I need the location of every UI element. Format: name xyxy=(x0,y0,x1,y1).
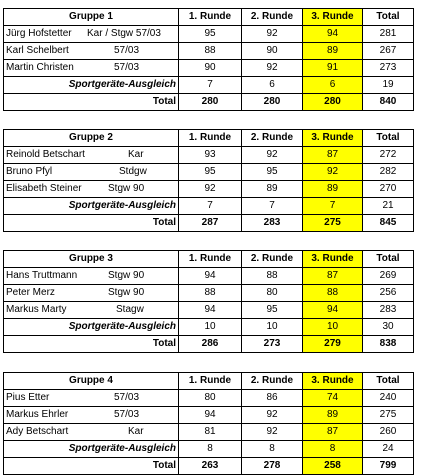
player-name-cell xyxy=(4,424,179,441)
total-r2: 280 xyxy=(242,94,303,111)
ausgleich-row xyxy=(4,198,414,215)
ausgleich-r2: 6 xyxy=(242,77,303,94)
header-runde-2: 2. Runde xyxy=(242,9,303,26)
total-r3: 279 xyxy=(303,336,363,353)
score-total: 256 xyxy=(363,285,414,302)
ausgleich-label: Sportgeräte-Ausgleich xyxy=(4,198,179,215)
score-total: 260 xyxy=(363,424,414,441)
player-name-cell xyxy=(4,390,179,407)
score-r1: 94 xyxy=(179,268,242,285)
header-row xyxy=(4,373,414,390)
score-r3: 89 xyxy=(303,43,363,60)
header-runde-1: 1. Runde xyxy=(179,9,242,26)
player-name-cell xyxy=(4,60,179,77)
player-row xyxy=(4,285,414,302)
player-name: Markus Ehrler xyxy=(6,409,69,420)
player-row xyxy=(4,43,414,60)
header-runde-1: 1. Runde xyxy=(179,251,242,268)
player-name-cell xyxy=(4,164,179,181)
total-r1: 280 xyxy=(179,94,242,111)
score-r1: 94 xyxy=(179,407,242,424)
player-category: Kar / Stgw 57/03 xyxy=(87,28,161,39)
ausgleich-r3: 6 xyxy=(303,77,363,94)
header-runde-1: 1. Runde xyxy=(179,130,242,147)
ausgleich-total: 19 xyxy=(363,77,414,94)
player-name-cell xyxy=(4,147,179,164)
header-total: Total xyxy=(363,373,414,390)
score-total: 272 xyxy=(363,147,414,164)
ausgleich-r2: 10 xyxy=(242,319,303,336)
ausgleich-r1: 10 xyxy=(179,319,242,336)
player-category: Stdgw xyxy=(119,166,147,177)
player-name-cell xyxy=(4,268,179,285)
total-r2: 278 xyxy=(242,458,303,475)
score-r2: 92 xyxy=(242,424,303,441)
player-name-cell xyxy=(4,302,179,319)
score-r1: 88 xyxy=(179,43,242,60)
ausgleich-r3: 8 xyxy=(303,441,363,458)
total-r3: 275 xyxy=(303,215,363,232)
header-runde-3: 3. Runde xyxy=(303,373,363,390)
ausgleich-r2: 7 xyxy=(242,198,303,215)
player-category: 57/03 xyxy=(114,62,140,73)
player-category: Stgw 90 xyxy=(108,287,145,298)
ausgleich-r2: 8 xyxy=(242,441,303,458)
ausgleich-r1: 7 xyxy=(179,198,242,215)
score-r3: 87 xyxy=(303,424,363,441)
score-total: 283 xyxy=(363,302,414,319)
ausgleich-total: 30 xyxy=(363,319,414,336)
group-2-table xyxy=(3,129,414,232)
score-r2: 89 xyxy=(242,181,303,198)
ausgleich-label: Sportgeräte-Ausgleich xyxy=(4,319,179,336)
header-runde-3: 3. Runde xyxy=(303,130,363,147)
total-total: 838 xyxy=(363,336,414,353)
total-r1: 286 xyxy=(179,336,242,353)
player-row xyxy=(4,424,414,441)
player-name-cell xyxy=(4,43,179,60)
header-row xyxy=(4,251,414,268)
total-r3: 280 xyxy=(303,94,363,111)
player-name: Karl Schelbert xyxy=(6,45,69,56)
score-r1: 81 xyxy=(179,424,242,441)
ausgleich-total: 24 xyxy=(363,441,414,458)
score-total: 275 xyxy=(363,407,414,424)
header-runde-1: 1. Runde xyxy=(179,373,242,390)
total-label: Total xyxy=(4,336,179,353)
total-label: Total xyxy=(4,215,179,232)
total-row xyxy=(4,336,414,353)
player-row xyxy=(4,147,414,164)
group-3-table xyxy=(3,250,414,353)
player-row xyxy=(4,268,414,285)
player-category: Stgw 90 xyxy=(108,270,145,281)
total-r2: 273 xyxy=(242,336,303,353)
header-total: Total xyxy=(363,251,414,268)
group-title: Gruppe 2 xyxy=(4,130,179,147)
score-r3: 91 xyxy=(303,60,363,77)
player-category: 57/03 xyxy=(114,392,140,403)
player-name: Elisabeth Steiner xyxy=(6,183,82,194)
score-total: 270 xyxy=(363,181,414,198)
total-label: Total xyxy=(4,94,179,111)
score-r3: 89 xyxy=(303,181,363,198)
header-total: Total xyxy=(363,9,414,26)
score-r2: 86 xyxy=(242,390,303,407)
score-r1: 95 xyxy=(179,26,242,43)
group-title: Gruppe 4 xyxy=(4,373,179,390)
score-r2: 92 xyxy=(242,26,303,43)
score-r3: 94 xyxy=(303,26,363,43)
player-name: Pius Etter xyxy=(6,392,50,403)
total-r3: 258 xyxy=(303,458,363,475)
player-category: Stgw 90 xyxy=(108,183,145,194)
total-r1: 263 xyxy=(179,458,242,475)
score-r1: 88 xyxy=(179,285,242,302)
score-r3: 94 xyxy=(303,302,363,319)
player-row xyxy=(4,26,414,43)
header-total: Total xyxy=(363,130,414,147)
total-total: 845 xyxy=(363,215,414,232)
total-row xyxy=(4,458,414,475)
total-total: 799 xyxy=(363,458,414,475)
score-r3: 92 xyxy=(303,164,363,181)
total-row xyxy=(4,94,414,111)
score-total: 240 xyxy=(363,390,414,407)
score-r2: 80 xyxy=(242,285,303,302)
score-r2: 92 xyxy=(242,147,303,164)
score-r2: 92 xyxy=(242,60,303,77)
header-runde-2: 2. Runde xyxy=(242,373,303,390)
score-r1: 93 xyxy=(179,147,242,164)
player-category: Kar xyxy=(128,149,144,160)
header-row xyxy=(4,130,414,147)
player-name-cell xyxy=(4,181,179,198)
player-name: Hans Truttmann xyxy=(6,270,78,281)
ausgleich-r1: 8 xyxy=(179,441,242,458)
player-name-cell xyxy=(4,407,179,424)
header-row xyxy=(4,9,414,26)
group-1-table xyxy=(3,8,414,111)
player-row xyxy=(4,302,414,319)
score-r1: 80 xyxy=(179,390,242,407)
player-name: Bruno Pfyl xyxy=(6,166,53,177)
score-total: 282 xyxy=(363,164,414,181)
player-row xyxy=(4,390,414,407)
score-r2: 95 xyxy=(242,302,303,319)
total-total: 840 xyxy=(363,94,414,111)
player-category: Stagw xyxy=(116,304,144,315)
group-title: Gruppe 1 xyxy=(4,9,179,26)
total-r1: 287 xyxy=(179,215,242,232)
header-runde-3: 3. Runde xyxy=(303,9,363,26)
total-r2: 283 xyxy=(242,215,303,232)
player-name: Peter Merz xyxy=(6,287,55,298)
score-r1: 95 xyxy=(179,164,242,181)
player-row xyxy=(4,164,414,181)
header-runde-2: 2. Runde xyxy=(242,251,303,268)
ausgleich-row xyxy=(4,77,414,94)
player-name: Martin Christen xyxy=(6,62,74,73)
ausgleich-total: 21 xyxy=(363,198,414,215)
score-total: 269 xyxy=(363,268,414,285)
score-r1: 94 xyxy=(179,302,242,319)
score-total: 273 xyxy=(363,60,414,77)
ausgleich-row xyxy=(4,441,414,458)
player-name-cell xyxy=(4,26,179,43)
player-row xyxy=(4,60,414,77)
score-r2: 88 xyxy=(242,268,303,285)
group-4-table xyxy=(3,372,414,475)
score-r3: 87 xyxy=(303,268,363,285)
ausgleich-r1: 7 xyxy=(179,77,242,94)
score-r3: 88 xyxy=(303,285,363,302)
player-category: 57/03 xyxy=(114,409,140,420)
total-label: Total xyxy=(4,458,179,475)
player-name: Reinold Betschart xyxy=(6,149,85,160)
player-category: Kar xyxy=(128,426,144,437)
player-name-cell xyxy=(4,285,179,302)
ausgleich-label: Sportgeräte-Ausgleich xyxy=(4,77,179,94)
score-r1: 92 xyxy=(179,181,242,198)
score-r3: 89 xyxy=(303,407,363,424)
score-r2: 95 xyxy=(242,164,303,181)
score-r1: 90 xyxy=(179,60,242,77)
group-title: Gruppe 3 xyxy=(4,251,179,268)
header-runde-2: 2. Runde xyxy=(242,130,303,147)
ausgleich-label: Sportgeräte-Ausgleich xyxy=(4,441,179,458)
score-r3: 87 xyxy=(303,147,363,164)
player-name: Ady Betschart xyxy=(6,426,69,437)
ausgleich-r3: 10 xyxy=(303,319,363,336)
player-row xyxy=(4,181,414,198)
total-row xyxy=(4,215,414,232)
header-runde-3: 3. Runde xyxy=(303,251,363,268)
player-category: 57/03 xyxy=(114,45,140,56)
ausgleich-row xyxy=(4,319,414,336)
player-name: Markus Marty xyxy=(6,304,67,315)
ausgleich-r3: 7 xyxy=(303,198,363,215)
score-r3: 74 xyxy=(303,390,363,407)
player-name: Jürg Hofstetter xyxy=(6,28,72,39)
score-r2: 92 xyxy=(242,407,303,424)
score-r2: 90 xyxy=(242,43,303,60)
score-total: 281 xyxy=(363,26,414,43)
score-total: 267 xyxy=(363,43,414,60)
player-row xyxy=(4,407,414,424)
